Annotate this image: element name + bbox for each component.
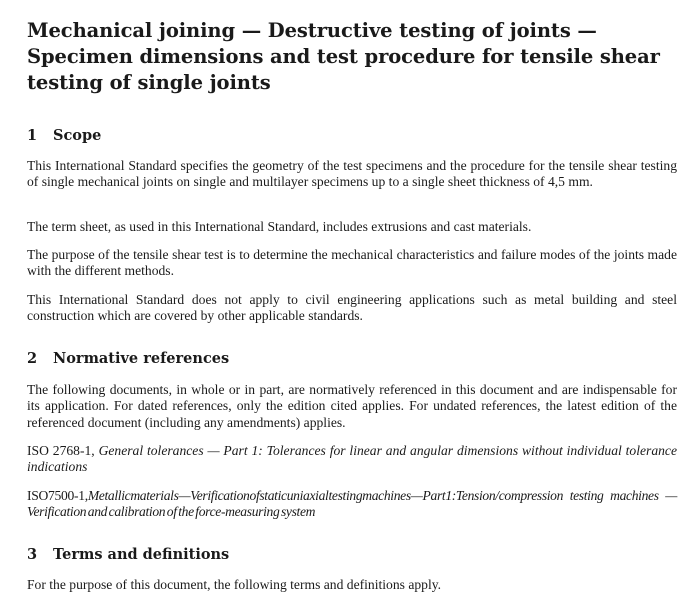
terms-intro: For the purpose of this document, the following terms and definitions apply. (27, 577, 442, 592)
scope-paragraph: This International Standard does not apply to civil engineering applications such as metal building and steel construction which are covered by other applicable standards. (27, 292, 677, 324)
title-line: Specimen dimensions and test procedure for tensile shear (27, 45, 660, 68)
scope-paragraph: This International Standard specifies the geometry of the test specimens and the procedure for the tensile shear testing of single mechanical joints on single and multilayer specimens up to a single sheet thickness of 4,5 mm. (27, 158, 677, 190)
scope-paragraph: The term sheet, as used in this International Standard, includes extrusions and cast materials. (27, 219, 532, 234)
section-title: Scope (53, 127, 102, 144)
reference-id: ISO7500-1, (27, 488, 88, 503)
section-heading (27, 127, 677, 145)
document-page (27, 18, 677, 592)
section-title: Normative references (53, 350, 230, 367)
section-number: 3 (27, 546, 38, 563)
section-number: 2 (27, 350, 38, 367)
reference-id: ISO 2768-1, (27, 443, 95, 458)
section-number: 1 (27, 127, 38, 144)
reference-title: Metallicmaterials—Verificationofstaticuniaxialtestingmachines—Part1:Tension/compression testing machines — Verification and calibration of the force-measuring system (27, 488, 677, 520)
section-normative-references (27, 350, 677, 368)
section-heading (27, 350, 677, 368)
section-heading (27, 546, 677, 564)
reference-item (27, 488, 677, 521)
scope-paragraph: The purpose of the tensile shear test is to determine the mechanical characteristics and failure modes of the joints made with the different methods. (27, 247, 677, 279)
section-scope (27, 127, 677, 145)
reference-title: General tolerances — Part 1: Tolerances for linear and angular dimensions without individual tolerance indications (27, 443, 677, 475)
section-title: Terms and definitions (53, 546, 230, 563)
section-terms-definitions (27, 546, 677, 564)
document-title (27, 18, 677, 96)
title-line: Mechanical joining — Destructive testing of joints — (27, 19, 597, 42)
normative-intro: The following documents, in whole or in part, are normatively referenced in this document and are indispensable for its application. For dated references, only the edition cited applies. For undated references, the latest edition of the referenced document (including any amendments) applies. (27, 382, 677, 430)
title-line: testing of single joints (27, 71, 271, 94)
reference-item (27, 443, 677, 476)
